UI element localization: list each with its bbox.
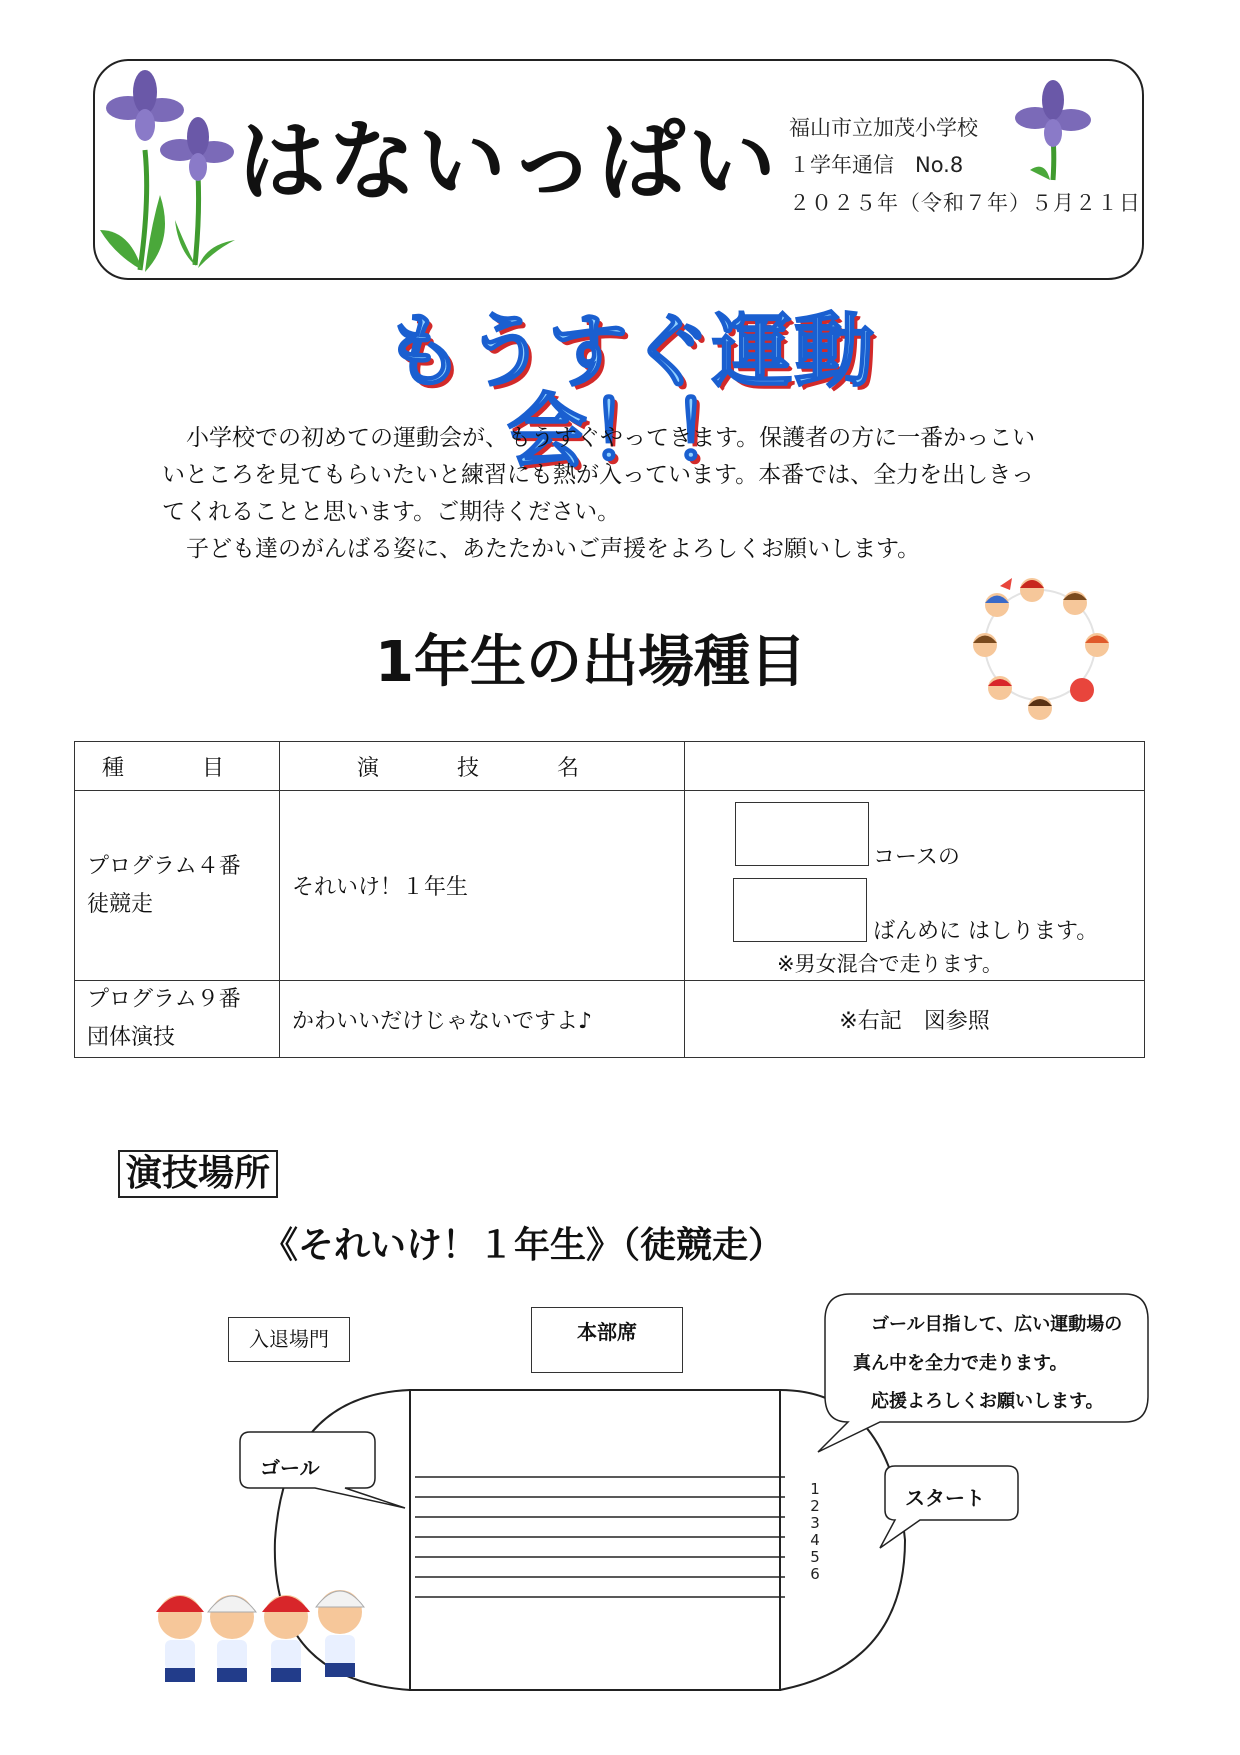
event-type: 団体演技 — [87, 1025, 176, 1050]
school-name: 福山市立加茂小学校 — [789, 116, 978, 140]
lane-number: 1 — [810, 1480, 820, 1498]
callout-line: 応援よろしくお願いします。 — [871, 1391, 1104, 1412]
issue-date: ２０２５年（令和７年）５月２１日 — [789, 191, 1141, 215]
masthead-title: はないっぱい — [238, 110, 779, 213]
intro-line: てくれることと思います。ご期待ください。 — [162, 499, 621, 525]
children-circle-illustration-icon — [973, 578, 1109, 720]
runners-illustration-icon — [156, 1590, 364, 1682]
table-row — [75, 981, 1145, 1058]
event-cell — [75, 791, 280, 981]
iris-flower-icon-left — [100, 70, 235, 272]
hq-label: 本部席 — [531, 1307, 683, 1373]
intro-line: いところを見てもらいたいと練習にも熱が入っています。本番では、全力を出しきっ — [162, 462, 1035, 488]
run-text: ばんめに はしります。 — [873, 918, 1099, 944]
lane-number: 3 — [810, 1514, 820, 1532]
race-title: 《それいけ！１年生》（徒競走） — [262, 1225, 785, 1266]
intro-paragraph — [162, 420, 1152, 568]
headline: もうすぐ運動会！！ — [384, 305, 876, 478]
goal-label: ゴール — [260, 1456, 320, 1480]
event-note-cell — [685, 791, 1145, 981]
order-blank-box — [733, 878, 867, 942]
column-header: 種 目 — [75, 742, 280, 791]
event-program: プログラム４番 — [87, 853, 241, 879]
event-title-cell: それいけ！１年生 — [280, 791, 685, 981]
lane-number: 6 — [810, 1565, 820, 1583]
start-label: スタート — [905, 1486, 985, 1510]
event-program: プログラム９番 — [87, 987, 241, 1012]
lane-number: 2 — [810, 1497, 820, 1515]
iris-flower-icon-right — [1015, 80, 1091, 180]
event-type: 徒競走 — [87, 891, 154, 917]
gate-label: 入退場門 — [228, 1317, 350, 1362]
course-blank-box — [735, 802, 869, 866]
intro-line: 子ども達のがんばる姿に、あたたかいご声援をよろしくお願いします。 — [186, 536, 921, 562]
column-header: 演 技 名 — [280, 742, 685, 791]
table-row — [75, 791, 1145, 981]
lane-number: 5 — [810, 1548, 820, 1566]
events-heading: 1年生の出場種目 — [375, 630, 806, 695]
issue-number: １学年通信 No.8 — [789, 153, 964, 177]
callout-line: 真ん中を全力で走ります。 — [853, 1353, 1068, 1374]
location-heading: 演技場所 — [118, 1150, 278, 1198]
course-text: コースの — [873, 844, 960, 870]
event-cell — [75, 981, 280, 1058]
column-header — [685, 742, 1145, 791]
event-title-cell: かわいいだけじゃないですよ♪ — [280, 981, 685, 1058]
table-header-row — [75, 742, 1145, 791]
intro-line: 小学校での初めての運動会が、もうすぐやってきます。保護者の方に一番かっこい — [186, 425, 1036, 451]
lane-number: 4 — [810, 1531, 820, 1549]
callout-line: ゴール目指して、広い運動場の — [871, 1314, 1123, 1335]
events-table — [74, 741, 1145, 1058]
event-note-cell: ※右記 図参照 — [685, 981, 1145, 1058]
mixed-note: ※男女混合で走ります。 — [777, 951, 1003, 976]
